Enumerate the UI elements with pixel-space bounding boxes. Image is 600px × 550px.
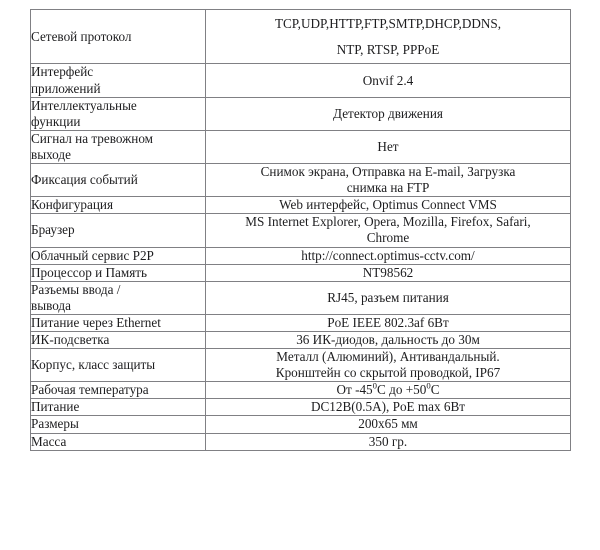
spec-value-text: DC12В(0.5А), PoE max 6Вт bbox=[310, 399, 466, 415]
spec-parameter-text: Масса bbox=[31, 433, 67, 449]
spec-parameter-cell bbox=[31, 382, 206, 399]
spec-value-cell bbox=[206, 247, 571, 264]
table-row bbox=[31, 97, 571, 130]
spec-parameter-text: Сигнал на тревожном bbox=[31, 130, 154, 146]
specification-table bbox=[30, 9, 571, 451]
table-row bbox=[31, 416, 571, 433]
spec-parameter-cell bbox=[31, 281, 206, 314]
spec-value-cell bbox=[206, 130, 571, 163]
spec-parameter-text: функции bbox=[31, 113, 81, 129]
spec-parameter-cell bbox=[31, 247, 206, 264]
spec-parameter-text: Рабочая температура bbox=[31, 382, 149, 398]
table-row bbox=[31, 433, 571, 450]
spec-parameter-text: Облачный сервис P2P bbox=[31, 247, 154, 263]
spec-parameter-text: выходе bbox=[31, 146, 71, 162]
spec-parameter-text: Браузер bbox=[31, 222, 75, 238]
spec-parameter-text: Фиксация событий bbox=[31, 172, 138, 188]
spec-parameter-text: Питание bbox=[31, 399, 80, 415]
table-row bbox=[31, 164, 571, 197]
spec-value-cell bbox=[206, 214, 571, 247]
table-body bbox=[31, 10, 571, 451]
spec-parameter-text: Размеры bbox=[31, 416, 79, 432]
spec-value-cell bbox=[206, 10, 571, 64]
spec-value-text: http://connect.optimus-cctv.com/ bbox=[301, 247, 475, 263]
spec-parameter-text: ИК-подсветка bbox=[31, 331, 110, 347]
table-row bbox=[31, 10, 571, 64]
spec-value-text: TCP,UDP,HTTP,FTP,SMTP,DHCP,DDNS, bbox=[274, 16, 502, 31]
spec-value-text: 36 ИК-диодов, дальность до 30м bbox=[296, 331, 480, 347]
spec-parameter-cell bbox=[31, 349, 206, 382]
spec-value-text: Металл (Алюминий), Антивандальный. bbox=[276, 349, 500, 365]
spec-value-text: Снимок экрана, Отправка на E-mail, Загрузка bbox=[260, 164, 516, 180]
table-row bbox=[31, 399, 571, 416]
table-row bbox=[31, 64, 571, 97]
spec-value-text: PoE IEEE 802.3af 6Вт bbox=[327, 314, 449, 330]
spec-parameter-cell bbox=[31, 214, 206, 247]
spec-parameter-cell bbox=[31, 10, 206, 64]
spec-value-text: NT98562 bbox=[362, 264, 414, 280]
table-row bbox=[31, 281, 571, 314]
spec-value-cell bbox=[206, 382, 571, 399]
spec-value-cell bbox=[206, 349, 571, 382]
spec-parameter-text: Сетевой протокол bbox=[31, 28, 132, 44]
spec-parameter-cell bbox=[31, 64, 206, 97]
spec-value-text: От $-45^0С$ до $+50^0С$ bbox=[336, 380, 440, 398]
spec-parameter-text: Питание через Ethernet bbox=[31, 314, 161, 330]
spec-parameter-text: приложений bbox=[31, 80, 101, 96]
spec-value-cell bbox=[206, 164, 571, 197]
table-row bbox=[31, 214, 571, 247]
spec-parameter-text: Разъемы ввода / bbox=[31, 281, 121, 297]
spec-value-text: Onvif 2.4 bbox=[362, 72, 414, 88]
spec-value-text: Кронштейн со скрытой проводкой, IP67 bbox=[275, 365, 501, 381]
spec-value-text: 350 гр. bbox=[368, 433, 408, 449]
table-row bbox=[31, 197, 571, 214]
spec-parameter-text: Интеллектуальные bbox=[31, 97, 137, 113]
spec-value-text: Chrome bbox=[366, 230, 410, 246]
spec-parameter-cell bbox=[31, 416, 206, 433]
spec-value-cell bbox=[206, 64, 571, 97]
spec-parameter-text: Конфигурация bbox=[31, 197, 114, 213]
spec-parameter-cell bbox=[31, 97, 206, 130]
spec-value-text: NTP, RTSP, PPPoE bbox=[336, 41, 440, 57]
spec-value-text: Детектор движения bbox=[333, 105, 443, 121]
spec-parameter-text: Интерфейс bbox=[31, 64, 94, 80]
spec-value-cell bbox=[206, 314, 571, 331]
spec-parameter-cell bbox=[31, 130, 206, 163]
spec-parameter-cell bbox=[31, 164, 206, 197]
spec-parameter-cell bbox=[31, 399, 206, 416]
spec-value-text: Web интерфейс, Optimus Connect VMS bbox=[279, 197, 497, 213]
spec-parameter-cell bbox=[31, 197, 206, 214]
spec-value-cell bbox=[206, 416, 571, 433]
spec-value-text: 200x65 мм bbox=[358, 416, 418, 432]
spec-parameter-text: Процессор и Память bbox=[31, 264, 148, 280]
spec-value-text: RJ45, разъем питания bbox=[327, 289, 449, 305]
table-row bbox=[31, 314, 571, 331]
spec-value-cell bbox=[206, 197, 571, 214]
spec-value-text: снимка на FTP bbox=[346, 180, 430, 196]
spec-parameter-cell bbox=[31, 314, 206, 331]
spec-value-cell bbox=[206, 264, 571, 281]
spec-parameter-cell bbox=[31, 264, 206, 281]
spec-value-cell bbox=[206, 97, 571, 130]
table-row bbox=[31, 382, 571, 399]
spec-parameter-cell bbox=[31, 331, 206, 348]
spec-value-text: MS Internet Explorer, Opera, Mozilla, Firefox, Safari, bbox=[245, 214, 531, 230]
table-row bbox=[31, 349, 571, 382]
spec-parameter-cell bbox=[31, 433, 206, 450]
spec-value-cell bbox=[206, 281, 571, 314]
spec-value-cell bbox=[206, 433, 571, 450]
spec-parameter-text: Корпус, класс защиты bbox=[31, 357, 156, 373]
table-row bbox=[31, 247, 571, 264]
spec-value-text: Нет bbox=[377, 138, 399, 154]
spec-parameter-text: вывода bbox=[31, 297, 71, 313]
table-row bbox=[31, 264, 571, 281]
table-row bbox=[31, 331, 571, 348]
spec-value-cell bbox=[206, 331, 571, 348]
spec-value-cell bbox=[206, 399, 571, 416]
table-row bbox=[31, 130, 571, 163]
